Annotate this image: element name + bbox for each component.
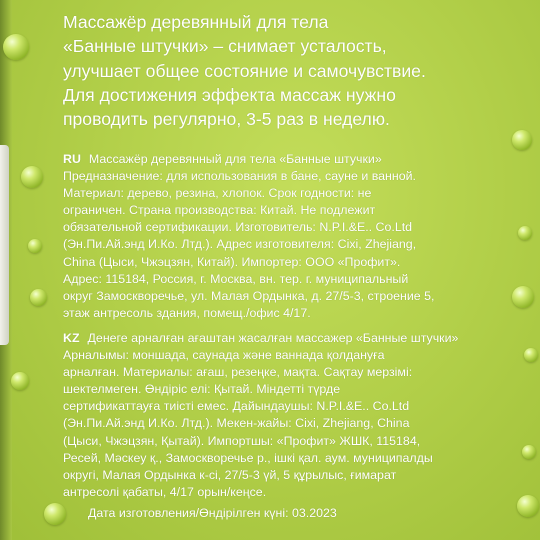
water-drop xyxy=(3,34,29,60)
ru-line: округ Замоскворечье, ул. Малая Ордынка, д. 27/5-3, строение 5, xyxy=(63,288,435,303)
intro-line: Для достижения эффекта массаж нужно xyxy=(63,84,396,105)
ru-line: Адрес: 115184, Россия, г. Москва, вн. тер. г. муниципальный xyxy=(63,271,409,286)
ru-line: (Эн.Пи.Ай.энд И.Ко. Лтд.). Адрес изготовителя: Cixi, Zhejiang, xyxy=(63,237,417,252)
kz-line: (Цыси, Чжэцзян, Қытай). Импортшы: «Профит» ЖШК, 115184, xyxy=(63,433,421,448)
kz-line: сертификаттауға тиісті емес. Дайындаушы: N.P.I.&E.. Co.Ltd xyxy=(63,399,410,414)
kz-line: шектелмеген. Өндіріс елі: Қытай. Міндетті түрде xyxy=(63,382,341,397)
ru-line: ограничен. Страна производства: Китай. Не подлежит xyxy=(63,203,376,218)
water-drop xyxy=(21,166,43,188)
intro-line: проводить регулярно, 3-5 раз в неделю. xyxy=(63,109,390,130)
language-code-ru: RU xyxy=(63,152,81,166)
ru-line: Материал: дерево, резина, хлопок. Срок годности: не xyxy=(63,186,372,201)
kz-line: Ресей, Мәскеу қ., Замоскворечье р., ішкі қал. аум. муниципалды xyxy=(63,450,433,465)
ru-line: Массажёр деревянный для тела «Банные штучки» xyxy=(88,152,382,166)
kz-line: Денеге арналған ағаштан жасалған массажер «Банные штучки» xyxy=(87,331,459,345)
water-drop xyxy=(44,503,66,525)
manufacture-date: Дата изготовления/Өндірілген күні: 03.2023 xyxy=(88,506,337,520)
intro-text xyxy=(63,10,523,131)
ru-section xyxy=(63,151,533,322)
kz-section xyxy=(63,330,533,501)
water-drop xyxy=(512,130,532,150)
ru-line: Предназначение: для использования в бане, сауне и ванной. xyxy=(63,169,416,184)
intro-line: улучшает общее состояние и самочувствие. xyxy=(63,60,426,81)
kz-line: Арналымы: моншада, саунада және ваннада қолдануға xyxy=(63,348,385,363)
kz-line: округі, Малая Ордынка к-сі, 27/5-3 үй, 5 құрылыс, ғимарат xyxy=(63,467,397,482)
paper-strip xyxy=(0,145,9,345)
language-code-kz: KZ xyxy=(63,331,80,345)
ru-line: этаж антресоль здания, помещ./офис 4/17. xyxy=(63,305,311,320)
water-drop xyxy=(28,239,42,253)
water-drop xyxy=(11,372,29,390)
kz-line: (Эн.Пи.Ай.энд И.Ко. Лтд.). Мекен-жайы: Cixi, Zhejiang, China xyxy=(63,416,410,431)
ru-line: обязательной сертификации. Изготовитель: N.P.I.&E.. Co.Ltd xyxy=(63,220,413,235)
ru-line: China (Цыси, Чжэцзян, Китай). Импортер: ООО «Профит». xyxy=(63,254,401,269)
intro-line: «Банные штучки» – снимает усталость, xyxy=(63,36,387,57)
intro-line: Массажёр деревянный для тела xyxy=(63,12,329,32)
kz-line: антресолі қабаты, 4/17 орын/кеңсе. xyxy=(63,484,267,499)
water-drop xyxy=(30,289,47,306)
kz-line: арналған. Материалы: ағаш, резеңке, мақта. Сақтау мерзімі: xyxy=(63,365,413,380)
